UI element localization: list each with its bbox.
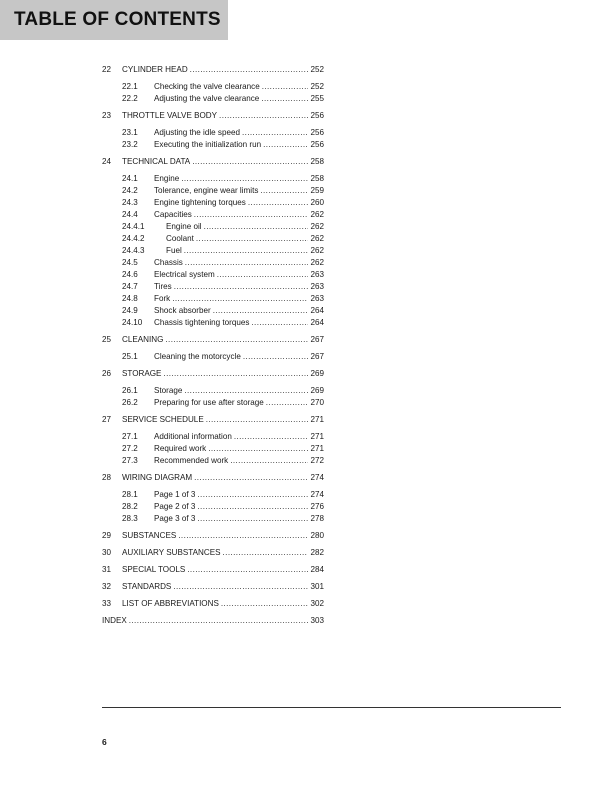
toc-entry-number: 33	[102, 599, 112, 608]
toc-entry-number: 30	[102, 548, 112, 557]
toc-entry-title: Recommended work	[154, 456, 229, 465]
toc-entry-page: 258	[310, 157, 324, 166]
page-title: TABLE OF CONTENTS	[14, 9, 221, 30]
toc-entry-page: 270	[310, 398, 324, 407]
toc-entry[interactable]	[102, 334, 324, 346]
toc-entry-page: 252	[310, 82, 324, 91]
toc-entry-page: 274	[310, 490, 324, 499]
toc-entry-number: 23.1	[122, 128, 138, 137]
toc-entry[interactable]	[102, 209, 324, 221]
toc-entry-title: Checking the valve clearance	[154, 82, 260, 91]
toc-entry-title: INDEX	[102, 616, 127, 625]
toc-entry[interactable]	[102, 414, 324, 426]
dot-leader	[190, 64, 309, 76]
toc-entry[interactable]	[102, 185, 324, 197]
toc-entry-number: 22.1	[122, 82, 138, 91]
dot-leader	[263, 139, 308, 151]
toc-entry-title: Page 3 of 3	[154, 514, 196, 523]
toc-entry-number: 25	[102, 335, 112, 344]
toc-entry-number: 26.1	[122, 386, 138, 395]
toc-entry-page: 262	[310, 210, 324, 219]
dot-leader	[248, 197, 309, 209]
toc-entry-page: 280	[310, 531, 324, 540]
toc-entry-page: 284	[310, 565, 324, 574]
toc-entry[interactable]	[102, 581, 324, 593]
header-band	[0, 0, 228, 40]
toc-entry-title: Fuel	[166, 246, 182, 255]
toc-entry[interactable]	[102, 455, 324, 467]
toc-entry-page: 252	[310, 65, 324, 74]
dot-leader	[204, 221, 309, 233]
dot-leader	[219, 110, 308, 122]
dot-leader	[208, 443, 308, 455]
toc-entry-page: 271	[310, 432, 324, 441]
toc-entry-page: 303	[310, 616, 324, 625]
toc-entry[interactable]	[102, 293, 324, 305]
toc-entry-number: 27	[102, 415, 112, 424]
toc-entry-number: 26.2	[122, 398, 138, 407]
toc-entry-number: 24.4.2	[122, 234, 145, 243]
toc-entry-title: Engine	[154, 174, 180, 183]
toc-entry-number: 24.3	[122, 198, 138, 207]
toc-entry-page: 256	[310, 111, 324, 120]
dot-leader	[243, 351, 309, 363]
footer-divider	[102, 707, 561, 708]
toc-entry-title: Page 2 of 3	[154, 502, 196, 511]
toc-entry-number: 24.2	[122, 186, 138, 195]
page-number: 6	[102, 737, 107, 747]
dot-leader	[223, 547, 309, 559]
toc-entry-number: 24	[102, 157, 112, 166]
dot-leader	[206, 414, 309, 426]
toc-entry-title: Capacities	[154, 210, 192, 219]
dot-leader	[129, 615, 309, 627]
dot-leader	[221, 598, 309, 610]
toc-entry-title: Chassis	[154, 258, 183, 267]
toc-entry-number: 29	[102, 531, 112, 540]
toc-entry-page: 263	[310, 294, 324, 303]
toc-entry-page: 302	[310, 599, 324, 608]
toc-entry-page: 262	[310, 234, 324, 243]
toc-entry-number: 28	[102, 473, 112, 482]
toc-entry[interactable]	[102, 110, 324, 122]
toc-entry[interactable]	[102, 564, 324, 576]
toc-entry-page: 269	[310, 369, 324, 378]
dot-leader	[217, 269, 309, 281]
toc-entry-number: 27.3	[122, 456, 138, 465]
toc-entry-page: 263	[310, 282, 324, 291]
toc-entry[interactable]	[102, 501, 324, 513]
toc-entry-page: 271	[310, 415, 324, 424]
dot-leader	[184, 385, 308, 397]
toc-entry-title: Engine tightening torques	[154, 198, 246, 207]
dot-leader	[213, 305, 309, 317]
toc-entry-title: THROTTLE VALVE BODY	[122, 111, 218, 120]
toc-entry[interactable]	[102, 397, 324, 409]
toc-entry-page: 260	[310, 198, 324, 207]
toc-entry-title: LIST OF ABBREVIATIONS	[122, 599, 219, 608]
toc-entry-title: Cleaning the motorcycle	[154, 352, 241, 361]
toc-entry[interactable]	[102, 127, 324, 139]
toc-entry-number: 28.1	[122, 490, 138, 499]
toc-entry-title: STANDARDS	[122, 582, 172, 591]
toc-entry[interactable]	[102, 530, 324, 542]
toc-entry[interactable]	[102, 385, 324, 397]
toc-entry-page: 259	[310, 186, 324, 195]
toc-entry-page: 264	[310, 306, 324, 315]
toc-entry[interactable]	[102, 139, 324, 151]
toc-entry[interactable]	[102, 615, 324, 627]
toc-entry-title: Tolerance, engine wear limits	[154, 186, 259, 195]
toc-entry-number: 24.9	[122, 306, 138, 315]
toc-entry-title: Preparing for use after storage	[154, 398, 264, 407]
toc-entry[interactable]	[102, 431, 324, 443]
toc-entry-page: 256	[310, 140, 324, 149]
toc-entry[interactable]	[102, 351, 324, 363]
dot-leader	[194, 472, 308, 484]
toc-entry-number: 22.2	[122, 94, 138, 103]
toc-entry-title: SUBSTANCES	[122, 531, 177, 540]
dot-leader	[187, 564, 308, 576]
toc-entry-page: 264	[310, 318, 324, 327]
dot-leader	[196, 233, 309, 245]
toc-entry-page: 255	[310, 94, 324, 103]
toc-entry-number: 28.3	[122, 514, 138, 523]
toc-entry-number: 24.5	[122, 258, 138, 267]
toc-entry[interactable]	[102, 472, 324, 484]
toc-entry-title: Storage	[154, 386, 183, 395]
toc-entry-title: SERVICE SCHEDULE	[122, 415, 204, 424]
toc-entry[interactable]	[102, 305, 324, 317]
toc-entry[interactable]	[102, 93, 324, 105]
toc-entry[interactable]	[102, 233, 324, 245]
toc-entry-number: 25.1	[122, 352, 138, 361]
toc-entry-number: 24.4.3	[122, 246, 145, 255]
dot-leader	[181, 173, 308, 185]
toc-entry-number: 23	[102, 111, 112, 120]
toc-entry-page: 262	[310, 246, 324, 255]
toc-entry-page: 282	[310, 548, 324, 557]
dot-leader	[251, 317, 308, 329]
toc-entry-number: 28.2	[122, 502, 138, 511]
toc-entry-page: 263	[310, 270, 324, 279]
toc-entry[interactable]	[102, 257, 324, 269]
toc-entry-title: Chassis tightening torques	[154, 318, 250, 327]
toc-entry[interactable]	[102, 281, 324, 293]
toc-entry-page: 256	[310, 128, 324, 137]
toc-entry-number: 24.6	[122, 270, 138, 279]
toc-entry-title: Page 1 of 3	[154, 490, 196, 499]
dot-leader	[163, 368, 308, 380]
dot-leader	[172, 293, 308, 305]
dot-leader	[165, 334, 308, 346]
toc-entry-page: 276	[310, 502, 324, 511]
toc-entry-title: STORAGE	[122, 369, 162, 378]
toc-entry-title: Tires	[154, 282, 172, 291]
toc-entry-page: 262	[310, 222, 324, 231]
toc-entry[interactable]	[102, 221, 324, 233]
toc-entry[interactable]	[102, 317, 324, 329]
toc-entry-number: 26	[102, 369, 112, 378]
table-of-contents	[102, 64, 324, 627]
toc-entry-page: 271	[310, 444, 324, 453]
toc-entry[interactable]	[102, 547, 324, 559]
toc-entry-number: 32	[102, 582, 112, 591]
dot-leader	[197, 489, 308, 501]
toc-entry[interactable]	[102, 245, 324, 257]
toc-entry-number: 24.10	[122, 318, 143, 327]
dot-leader	[185, 257, 309, 269]
toc-entry-title: CYLINDER HEAD	[122, 65, 188, 74]
dot-leader	[266, 397, 309, 409]
dot-leader	[194, 209, 309, 221]
dot-leader	[174, 281, 309, 293]
toc-entry-title: Shock absorber	[154, 306, 211, 315]
toc-entry-number: 24.1	[122, 174, 138, 183]
toc-entry-number: 27.1	[122, 432, 138, 441]
dot-leader	[242, 127, 309, 139]
toc-entry-number: 27.2	[122, 444, 138, 453]
toc-entry[interactable]	[102, 81, 324, 93]
toc-entry-number: 22	[102, 65, 112, 74]
toc-entry-title: Electrical system	[154, 270, 215, 279]
toc-entry-page: 262	[310, 258, 324, 267]
dot-leader	[234, 431, 309, 443]
dot-leader	[230, 455, 308, 467]
toc-entry[interactable]	[102, 513, 324, 525]
toc-entry-number: 31	[102, 565, 112, 574]
dot-leader	[173, 581, 308, 593]
toc-entry-page: 278	[310, 514, 324, 523]
toc-entry-page: 267	[310, 335, 324, 344]
toc-entry-number: 24.4.1	[122, 222, 145, 231]
toc-entry-page: 267	[310, 352, 324, 361]
toc-entry-title: Required work	[154, 444, 207, 453]
toc-entry-number: 23.2	[122, 140, 138, 149]
dot-leader	[261, 93, 308, 105]
toc-entry-number: 24.8	[122, 294, 138, 303]
dot-leader	[260, 185, 308, 197]
toc-entry-page: 272	[310, 456, 324, 465]
toc-entry-number: 24.7	[122, 282, 138, 291]
toc-entry[interactable]	[102, 173, 324, 185]
toc-entry-title: Engine oil	[166, 222, 202, 231]
dot-leader	[192, 156, 308, 168]
toc-entry-page: 274	[310, 473, 324, 482]
toc-entry-title: SPECIAL TOOLS	[122, 565, 186, 574]
dot-leader	[184, 245, 309, 257]
dot-leader	[262, 81, 309, 93]
dot-leader	[197, 513, 308, 525]
toc-entry-title: Coolant	[166, 234, 194, 243]
dot-leader	[197, 501, 308, 513]
toc-entry-title: AUXILIARY SUBSTANCES	[122, 548, 221, 557]
toc-entry-title: TECHNICAL DATA	[122, 157, 191, 166]
toc-entry-title: Executing the initialization run	[154, 140, 262, 149]
toc-entry[interactable]	[102, 64, 324, 76]
toc-entry-title: Adjusting the idle speed	[154, 128, 240, 137]
toc-entry-title: WIRING DIAGRAM	[122, 473, 193, 482]
toc-entry[interactable]	[102, 156, 324, 168]
toc-entry-title: Fork	[154, 294, 171, 303]
toc-entry-title: Adjusting the valve clearance	[154, 94, 260, 103]
toc-entry[interactable]	[102, 489, 324, 501]
toc-entry[interactable]	[102, 197, 324, 209]
toc-entry[interactable]	[102, 269, 324, 281]
toc-entry-page: 258	[310, 174, 324, 183]
toc-entry[interactable]	[102, 368, 324, 380]
toc-entry-page: 301	[310, 582, 324, 591]
toc-entry[interactable]	[102, 443, 324, 455]
dot-leader	[178, 530, 308, 542]
toc-entry[interactable]	[102, 598, 324, 610]
toc-entry-page: 269	[310, 386, 324, 395]
toc-entry-number: 24.4	[122, 210, 138, 219]
toc-entry-title: CLEANING	[122, 335, 164, 344]
toc-entry-title: Additional information	[154, 432, 232, 441]
